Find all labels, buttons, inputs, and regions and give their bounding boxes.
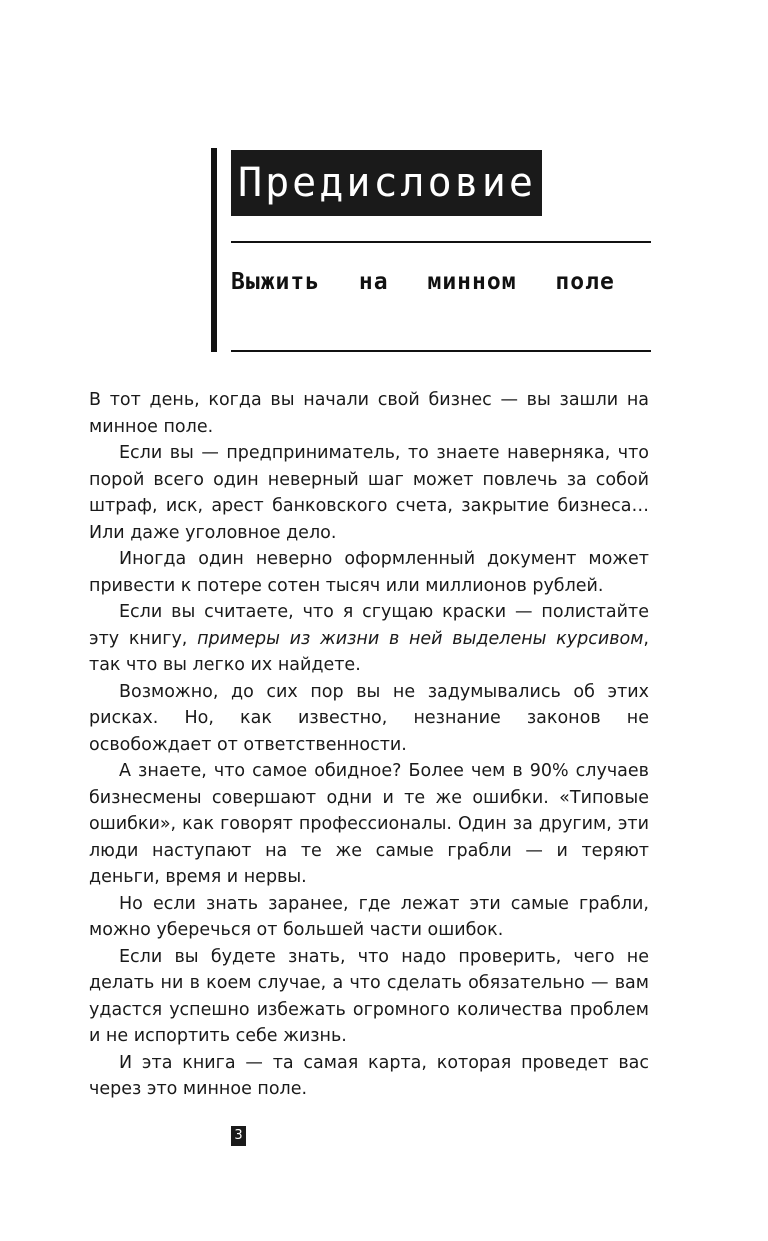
paragraph: И эта книга — та самая карта, которая проведет вас через это минное поле. [89, 1052, 649, 1099]
chapter-header [211, 148, 651, 356]
page-number: 3 [231, 1126, 246, 1146]
header-rule-bottom [231, 350, 651, 352]
paragraph: Если вы будете знать, что надо проверить, чего не делать ни в коем случае, а что сделать обязательно — вам удастся успешно избежать огромного количества проблем и не испортить себе жизнь. [89, 946, 649, 1046]
paragraph: Иногда один неверно оформленный документ может привести к потере сотен тысяч или миллионов рублей. [89, 549, 649, 596]
paragraph: Но если знать заранее, где лежат эти самые грабли, можно уберечься от большей части ошибок. [89, 893, 649, 940]
paragraph [89, 599, 649, 679]
italic-emphasis: примеры из жизни в ней выделены курсивом [197, 628, 644, 649]
header-rule-top [231, 241, 651, 243]
paragraph-text: , так что вы легко их найдете. [89, 628, 649, 675]
paragraph: В тот день, когда вы начали свой бизнес — вы зашли на минное поле. [89, 390, 649, 437]
paragraph: А знаете, что самое обидное? Более чем в 90% случаев бизнесмены совершают одни и те же ошибки. «Типовые ошибки», как говорят профессионалы. Один за другим, эти люди наступают на те же самые грабли — и теряют деньги, время и нервы. [89, 761, 649, 887]
body-text [89, 387, 649, 1103]
chapter-title: Предисловие [231, 150, 542, 216]
header-side-bar [211, 148, 217, 352]
paragraph: Если вы — предприниматель, то знаете наверняка, что порой всего один неверный шаг может повлечь за собой штраф, иск, арест банковского счета, закрытие бизнеса… Или даже уголовное дело. [89, 443, 649, 543]
chapter-subtitle: Выжить на минном поле [231, 269, 615, 295]
paragraph-text: Если вы считаете, что я сгущаю краски — полистайте эту книгу, [89, 602, 649, 649]
paragraph: Возможно, до сих пор вы не задумывались об этих рисках. Но, как известно, незнание законов не освобождает от ответственности. [89, 681, 649, 755]
